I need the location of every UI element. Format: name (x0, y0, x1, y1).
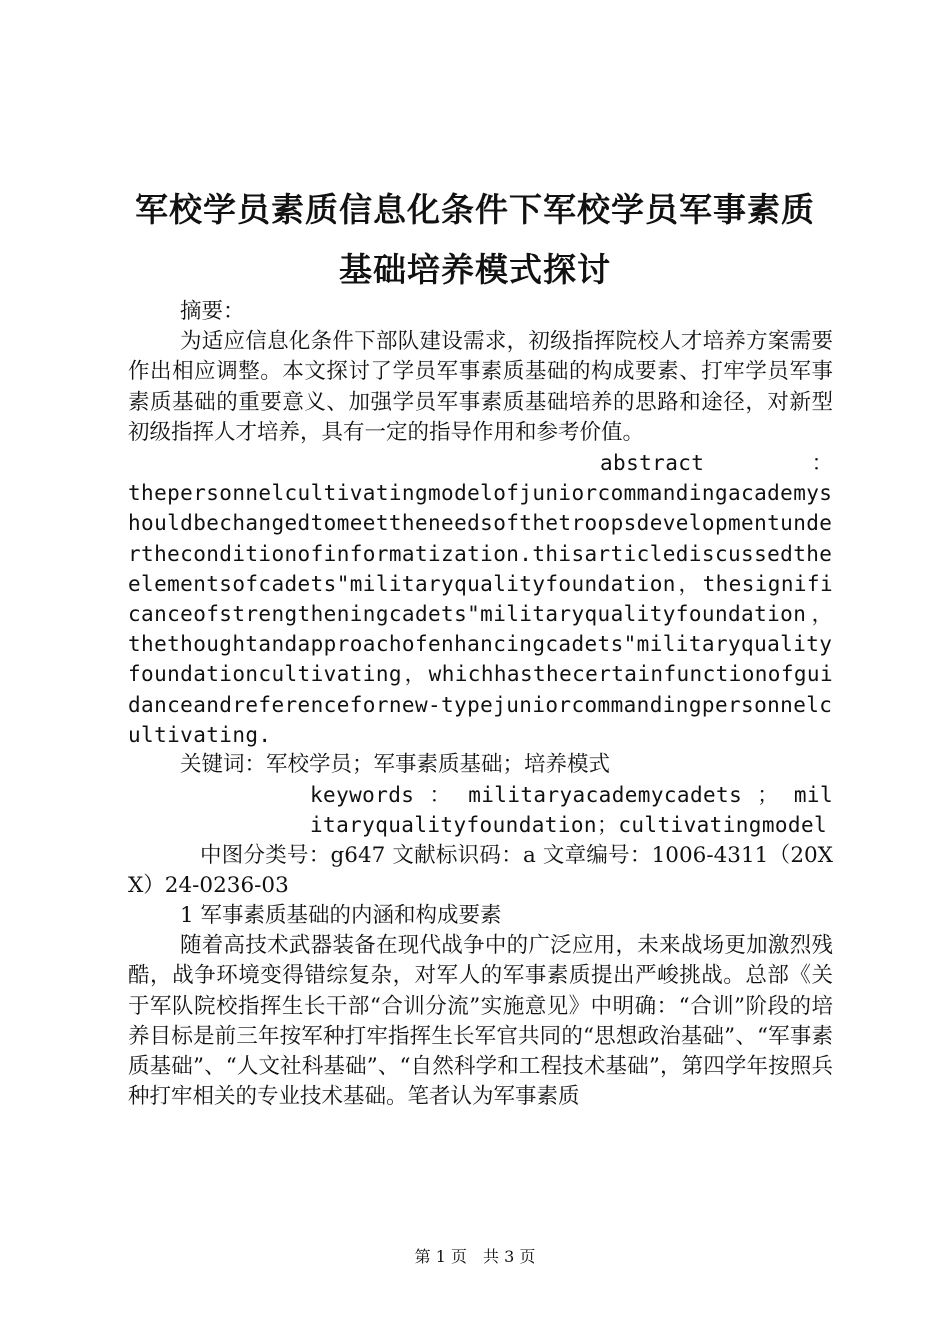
abstract-english-label: abstract (600, 451, 705, 476)
section-1-heading: 1 军事素质基础的内涵和构成要素 (180, 903, 502, 929)
classification-info: 中图分类号：g647 文献标识码：a 文章编号：1006-4311（20XX）24-0236-03 (128, 842, 833, 898)
abstract-english-label-row (128, 448, 833, 478)
abstract-chinese: 为适应信息化条件下部队建设需求，初级指挥院校人才培养方案需要作出相应调整。本文探讨了学员军事素质基础的构成要素、打牢学员军事素质基础的重要意义、加强学员军事素质基础培养的思路和途径，对新型初级指挥人才培养，具有一定的指导作用和参考价值。 (128, 329, 833, 445)
page-footer: 第 1 页 共 3 页 (414, 1247, 536, 1266)
abstract-english: thepersonnelcultivatingmodelofjuniorcommandingacademyshouldbechangedtomeettheneedsofthetroopsdevelopmentundertheconditionofinformatization.thisarticlediscussedtheelementsofcadets"militaryqualityfoundation，thesignificanceofstrengtheningcadets"militaryqualityfoundation，thethoughtandapproachofenhancingcadets"militaryqualityfoundationcultivating，whichhasthecertainfunctionofguidanceandreferencefornew-typejuniorcommandingpersonnelcultivating. (128, 481, 833, 747)
document-body (128, 297, 833, 1112)
abstract-label: 摘要： (180, 299, 245, 324)
keywords-chinese: 关键词：军校学员；军事素质基础；培养模式 (180, 752, 611, 778)
keywords-english: keywords ： militaryacademycadets ； militaryqualityfoundation；cultivatingmodel (310, 783, 833, 838)
title-line-1: 军校学员素质信息化条件下军校学员军事素质 (135, 190, 815, 229)
section-1-paragraph: 随着高技术武器装备在现代战争中的广泛应用，未来战场更加激烈残酷，战争环境变得错综复杂，对军人的军事素质提出严峻挑战。总部《关于军队院校指挥生长干部“合训分流”实施意见》中明确：“合训”阶段的培养目标是前三年按军种打牢指挥生长军官共同的“思想政治基础”、“军事素质基础”、“人文社科基础”、“自然科学和工程技术基础”，第四学年按照兵种打牢相关的专业技术基础。笔者认为军事素质 (128, 933, 833, 1110)
abstract-english-colon: ： (811, 451, 833, 476)
title-line-2: 基础培养模式探讨 (339, 250, 611, 289)
